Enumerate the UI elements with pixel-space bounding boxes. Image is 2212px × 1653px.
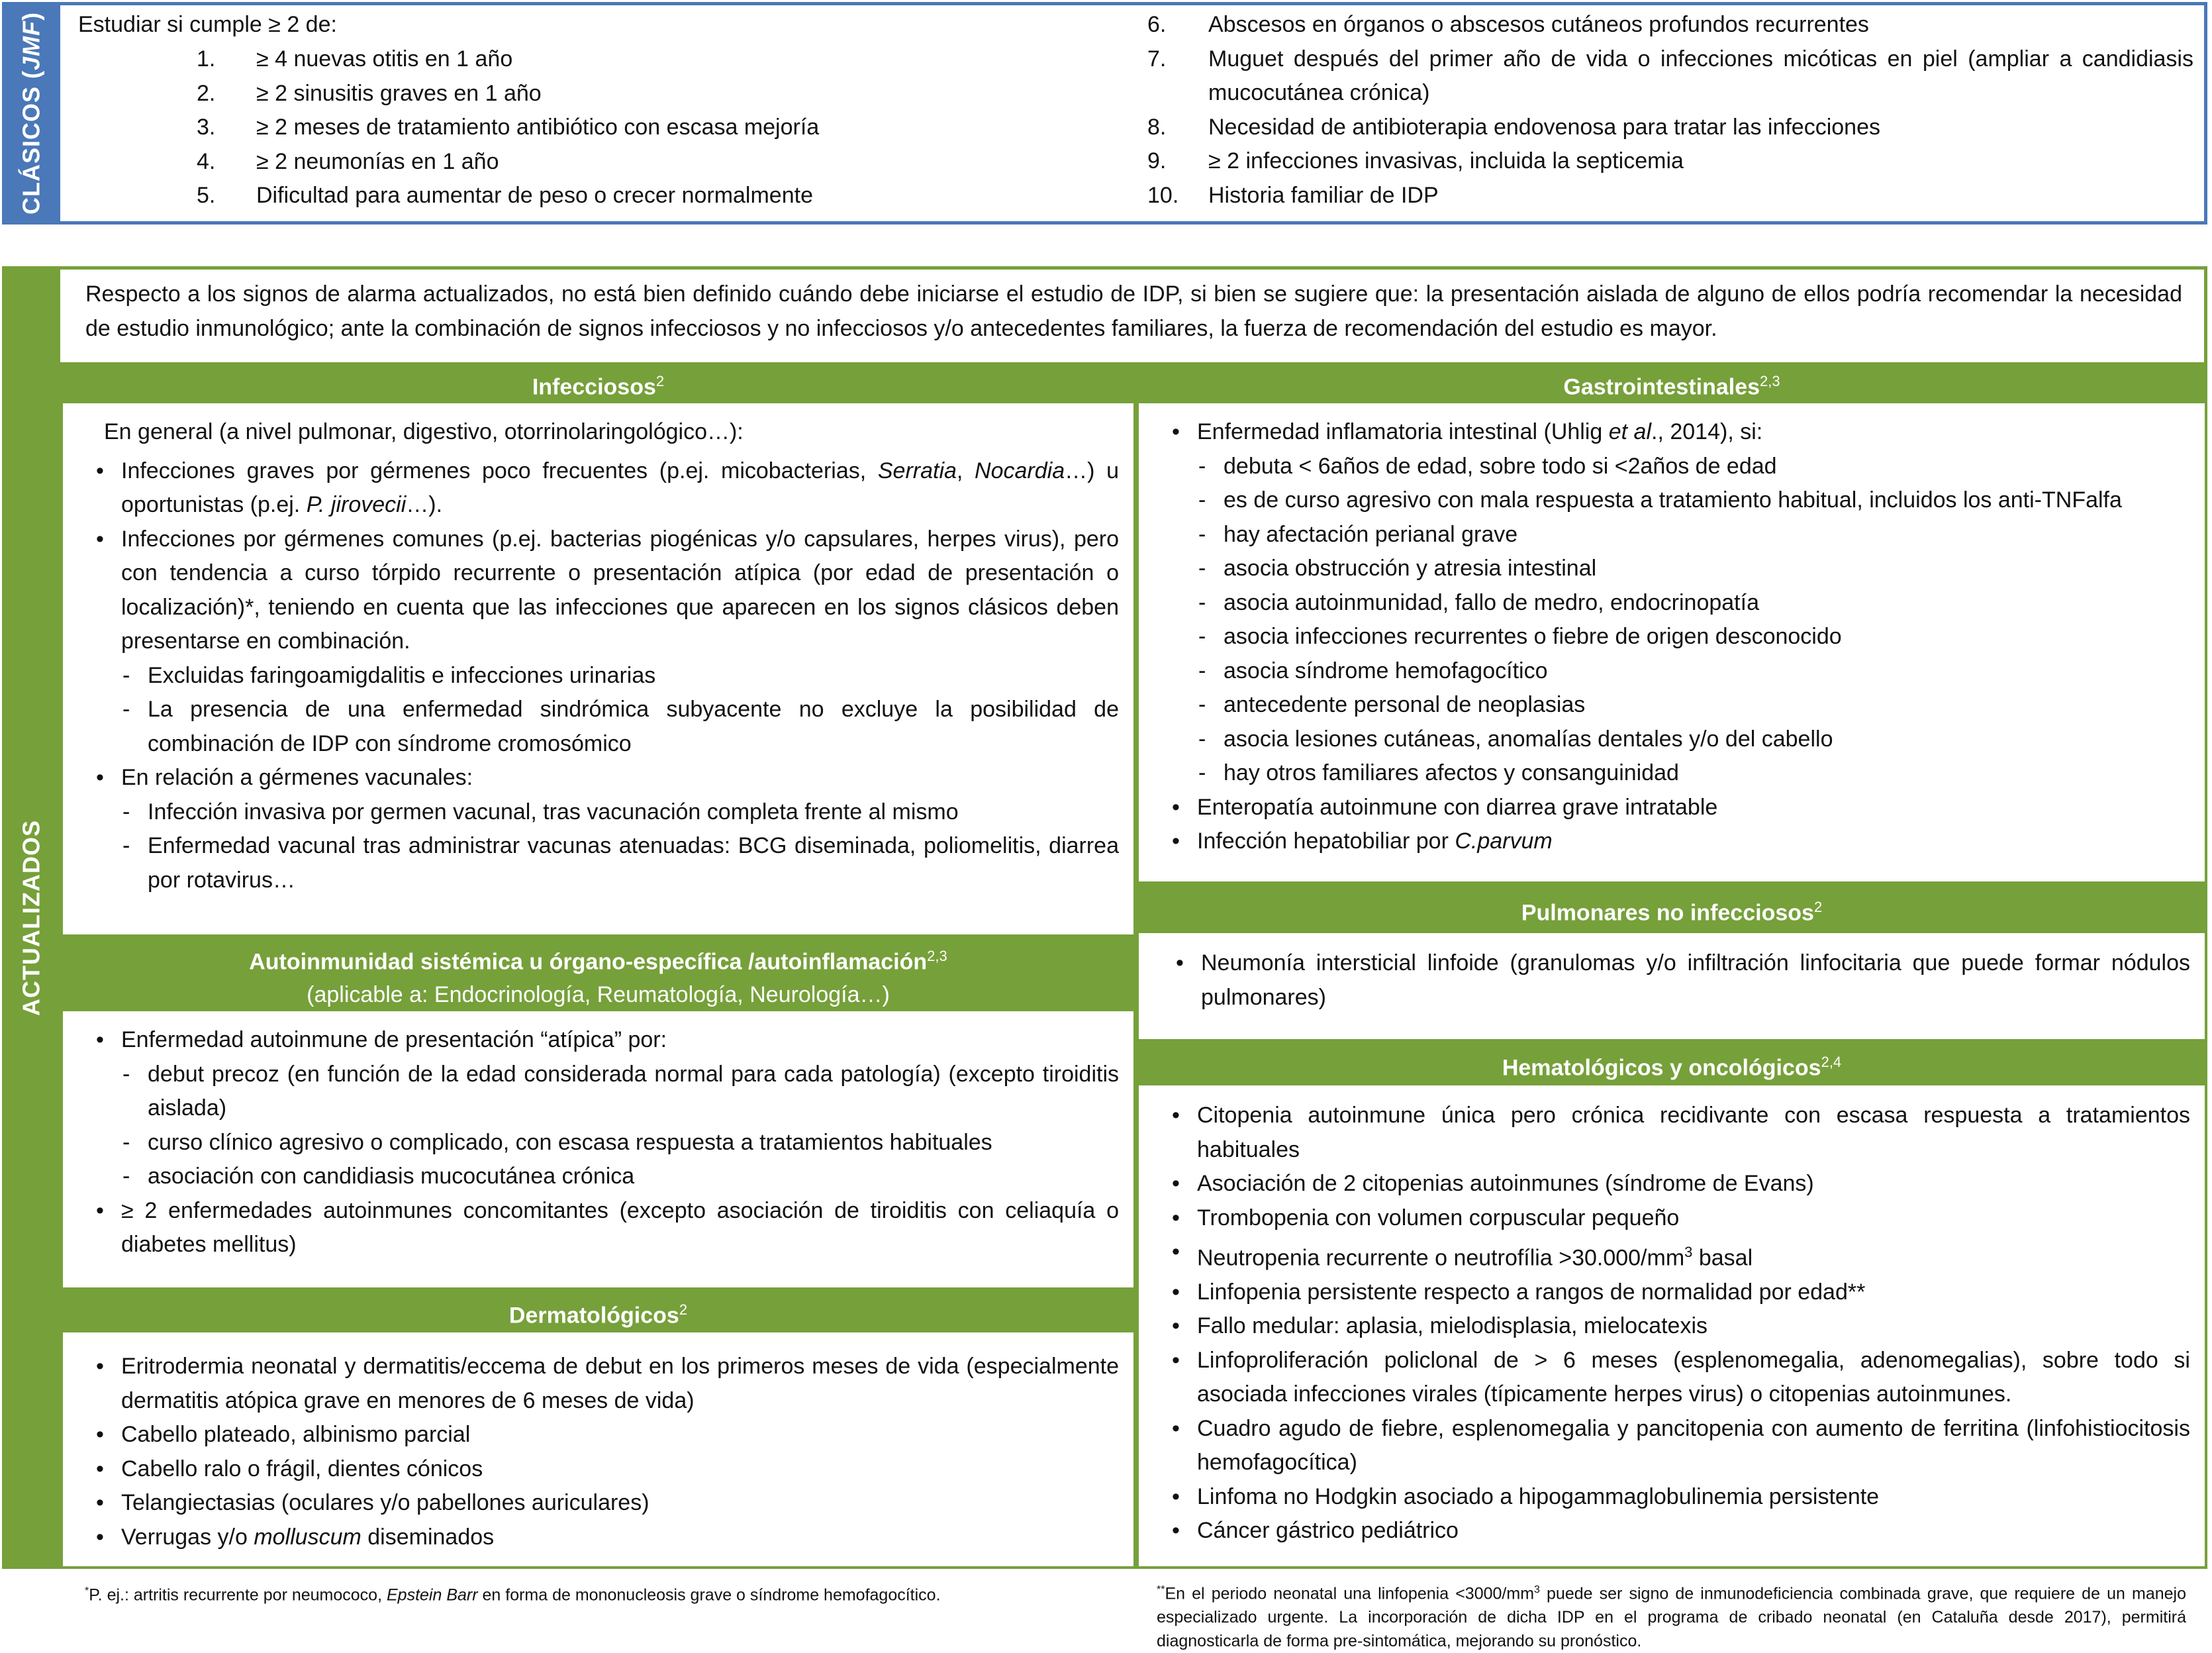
list-item: • Linfoproliferación policlonal de > 6 meses (esplenomegalia, adenomegalias), sobre todo si asociada infecciones virales (típicamente herpes virus) o citopenias autoinmunes.	[1171, 1344, 2190, 1412]
list-item: 9. ≥ 2 infecciones invasivas, incluida la septicemia	[1147, 148, 1684, 174]
list-item: • Enfermedad inflamatoria intestinal (Uhlig et al., 2014), si: - debuta < 6años de edad, sobre todo si <2años de edad - es de curso agresivo con mala respuesta a tratamiento habitual, incluidos los anti-TNFalfa - hay afectación perianal grave - asocia obstrucción y atresia intestinal - asocia autoinmunidad, fallo de medro, endocrinopatía - asocia infecciones recurrentes o fiebre de origen desconocido - asocia síndrome hemofagocítico - antecedente personal de neoplasias - asocia lesiones cutáneas, anomalías dentales y/o del cabello - hay otros familiares afectos y consanguinidad	[1171, 415, 2190, 791]
list-item: • Cabello plateado, albinismo parcial	[95, 1418, 1119, 1452]
list-item: - debut precoz (en función de la edad considerada normal para cada patología) (excepto tiroiditis aislada)	[121, 1058, 1119, 1126]
list-item: • Cabello ralo o frágil, dientes cónicos	[95, 1452, 1119, 1487]
list-item: - Infección invasiva por germen vacunal, tras vacunación completa frente al mismo	[121, 795, 1119, 830]
list-item: • Infecciones graves por gérmenes poco frecuentes (p.ej. micobacterias, Serratia, Nocardia…) u oportunistas (p.ej. P. jirovecii…).	[95, 454, 1119, 523]
list-item: • Asociación de 2 citopenias autoinmunes (síndrome de Evans)	[1171, 1167, 2190, 1201]
list-item: - hay afectación perianal grave	[1197, 518, 2190, 552]
list-item: 7. Muguet después del primer año de vida o infecciones micóticas en piel (ampliar a candidiasis mucocutánea crónica)	[1147, 46, 2193, 105]
list-item: - curso clínico agresivo o complicado, con escasa respuesta a tratamientos habituales	[121, 1126, 1119, 1160]
list-item: 6. Abscesos en órganos o abscesos cutáneos profundos recurrentes	[1147, 12, 1869, 37]
list-item: - asociación con candidiasis mucocutánea crónica	[121, 1160, 1119, 1194]
list-item: 10. Historia familiar de IDP	[1147, 182, 1439, 208]
actualizados-label: ACTUALIZADOS	[17, 819, 45, 1016]
actualizados-intro: Respecto a los signos de alarma actualizados, no está bien definido cuándo debe iniciarse el estudio de IDP, si bien se sugiere que: la presentación aislada de alguno de ellos podría recomendar la necesidad de estudio inmunológico; ante la combinación de signos infecciosos y no infecciosos y/o antecedentes familiares, la fuerza de recomendación del estudio es mayor.	[85, 281, 2182, 341]
footnote-right: **En el periodo neonatal una linfopenia $<3000/mm^3$ puede ser signo de inmunodeficiencia combinada grave, que requiere de un manejo especializado urgente. La incorporación de dicha IDP en el programa de cribado neonatal (en Cataluña desde 2017), permitirá diagnosticarla de forma pre-sintomática, mejorando su pronóstico.	[1157, 1584, 2186, 1651]
dermatologicos-header: Dermatológicos$^2$	[60, 1290, 1136, 1330]
clasicos-list-right	[1147, 8, 2193, 213]
footnote-left: *P. ej.: artritis recurrente por neumococo, Epstein Barr en forma de mononucleosis grave o síndrome hemofagocítico.	[85, 1585, 941, 1605]
list-item: • ≥ 2 enfermedades autoinmunes concomitantes (excepto asociación de tiroiditis con celiaquía o diabetes mellitus)	[95, 1194, 1119, 1262]
gastro-list	[1171, 415, 2190, 859]
sub-list	[121, 795, 1119, 898]
clasicos-label: CLÁSICOS (JMF)	[17, 11, 45, 215]
list-item: • Enteropatía autoinmune con diarrea grave intratable	[1171, 791, 2190, 825]
list-item: • Cuadro agudo de fiebre, esplenomegalia y pancitopenia con aumento de ferritina (linfohistiocitosis hemofagocítica)	[1171, 1412, 2190, 1480]
list-item: - es de curso agresivo con mala respuesta a tratamiento habitual, incluidos los anti-TNFalfa	[1197, 483, 2190, 518]
list-item: • Neumonía intersticial linfoide (granulomas y/o infiltración linfocitaria que puede formar nódulos pulmonares)	[1175, 946, 2190, 1015]
pulmonares-list	[1175, 946, 2190, 1015]
gastro-header: Gastrointestinales$^{2,3}$	[1136, 362, 2207, 401]
list-item: - asocia lesiones cutáneas, anomalías dentales y/o del cabello	[1197, 723, 2190, 757]
list-item: - asocia autoinmunidad, fallo de medro, endocrinopatía	[1197, 586, 2190, 621]
pulmonares-header: Pulmonares no infecciosos$^2$	[1136, 884, 2207, 930]
dermatologicos-list	[95, 1350, 1119, 1554]
list-item: • Cáncer gástrico pediátrico	[1171, 1514, 2190, 1548]
list-item: • En relación a gérmenes vacunales: - Infección invasiva por germen vacunal, tras vacunación completa frente al mismo - Enfermedad vacunal tras administrar vacunas atenuadas: BCG diseminada, poliomelitis, diarrea por rotavirus…	[95, 761, 1119, 897]
list-item: 4. ≥ 2 neumonías en 1 año	[197, 148, 499, 174]
list-item: • Enfermedad autoinmune de presentación “atípica” por: - debut precoz (en función de la edad considerada normal para cada patología) (excepto tiroiditis aislada) - curso clínico agresivo o complicado, con escasa respuesta a tratamientos habituales - asociación con candidiasis mucocutánea crónica	[95, 1023, 1119, 1194]
infecciosos-panel	[60, 401, 1136, 937]
infecciosos-general: En general (a nivel pulmonar, digestivo, otorrinolaringológico…):	[104, 419, 744, 444]
autoinmunidad-list	[95, 1023, 1119, 1262]
infecciosos-list	[95, 454, 1119, 898]
infecciosos-header: Infecciosos$^2$	[60, 362, 1136, 401]
sub-list	[121, 1058, 1119, 1194]
list-item: 8. Necesidad de antibioterapia endovenosa para tratar las infecciones	[1147, 114, 1880, 140]
list-item: • Citopenia autoinmune única pero crónica recidivante con escasa respuesta a tratamientos habituales	[1171, 1099, 2190, 1167]
list-item: - antecedente personal de neoplasias	[1197, 688, 2190, 723]
clasicos-side-label	[2, 2, 60, 225]
list-item: • Linfoma no Hodgkin asociado a hipogammaglobulinemia persistente	[1171, 1480, 2190, 1515]
list-item: • Telangiectasias (oculares y/o pabellones auriculares)	[95, 1486, 1119, 1521]
sub-list	[1197, 450, 2190, 791]
actualizados-side-label	[2, 266, 60, 1569]
list-item: • Infección hepatobiliar por C.parvum	[1171, 825, 2190, 859]
list-item: 5. Dificultad para aumentar de peso o crecer normalmente	[197, 183, 813, 208]
list-item: • Neutropenia recurrente o neutrofília $>30.000/mm^3$ basal	[1171, 1235, 2190, 1276]
pulmonares-panel	[1136, 930, 2207, 1042]
clasicos-list-left	[197, 42, 1137, 213]
hemato-list	[1171, 1099, 2190, 1548]
list-item: - Excluidas faringoamigdalitis e infecciones urinarias	[121, 659, 1119, 693]
list-item: 1. ≥ 4 nuevas otitis en 1 año	[197, 46, 513, 72]
list-item: 3. ≥ 2 meses de tratamiento antibiótico con escasa mejoría	[197, 115, 820, 140]
list-item: - hay otros familiares afectos y consanguinidad	[1197, 756, 2190, 791]
list-item: • Verrugas y/o molluscum diseminados	[95, 1521, 1119, 1555]
list-item: - asocia obstrucción y atresia intestinal	[1197, 552, 2190, 586]
list-item: - asocia síndrome hemofagocítico	[1197, 654, 2190, 689]
list-item: - La presencia de una enfermedad sindrómica subyacente no excluye la posibilidad de combinación de IDP con síndrome cromosómico	[121, 693, 1119, 761]
list-item: • Fallo medular: aplasia, mielodisplasia, mielocatexis	[1171, 1309, 2190, 1344]
hemato-panel	[1136, 1083, 2207, 1569]
list-item: - Enfermedad vacunal tras administrar vacunas atenuadas: BCG diseminada, poliomelitis, diarrea por rotavirus…	[121, 829, 1119, 897]
list-item: • Linfopenia persistente respecto a rangos de normalidad por edad**	[1171, 1276, 2190, 1310]
dermatologicos-panel	[60, 1330, 1136, 1569]
list-item: • Eritrodermia neonatal y dermatitis/eccema de debut en los primeros meses de vida (especialmente dermatitis atópica grave en menores de 6 meses de vida)	[95, 1350, 1119, 1418]
gastro-panel	[1136, 401, 2207, 884]
hemato-header: Hematológicos y oncológicos$^{2,4}$	[1136, 1042, 2207, 1083]
list-item: - asocia infecciones recurrentes o fiebre de origen desconocido	[1197, 620, 2190, 654]
sub-list	[121, 659, 1119, 762]
list-item: • Trombopenia con volumen corpuscular pequeño	[1171, 1201, 2190, 1236]
list-item: - debuta < 6años de edad, sobre todo si <2años de edad	[1197, 450, 2190, 484]
clasicos-intro: Estudiar si cumple ≥ 2 de:	[78, 12, 337, 37]
autoinmunidad-header: Autoinmunidad sistémica u órgano-específica /autoinflamación$^{2,3}$ (aplicable a: Endocrinología, Reumatología, Neurología…)	[60, 937, 1136, 1009]
list-item: 2. ≥ 2 sinusitis graves en 1 año	[197, 80, 542, 106]
autoinmunidad-panel	[60, 1009, 1136, 1290]
list-item: • Infecciones por gérmenes comunes (p.ej. bacterias piogénicas y/o capsulares, herpes virus), pero con tendencia a curso tórpido recurrente o presentación atípica (por edad de presentación o localización)*, teniendo en cuenta que las infecciones que aparecen en los signos clásicos deben presentarse en combinación. - Excluidas faringoamigdalitis e infecciones urinarias - La presencia de una enfermedad sindrómica subyacente no excluye la posibilidad de combinación de IDP con síndrome cromosómico	[95, 523, 1119, 762]
